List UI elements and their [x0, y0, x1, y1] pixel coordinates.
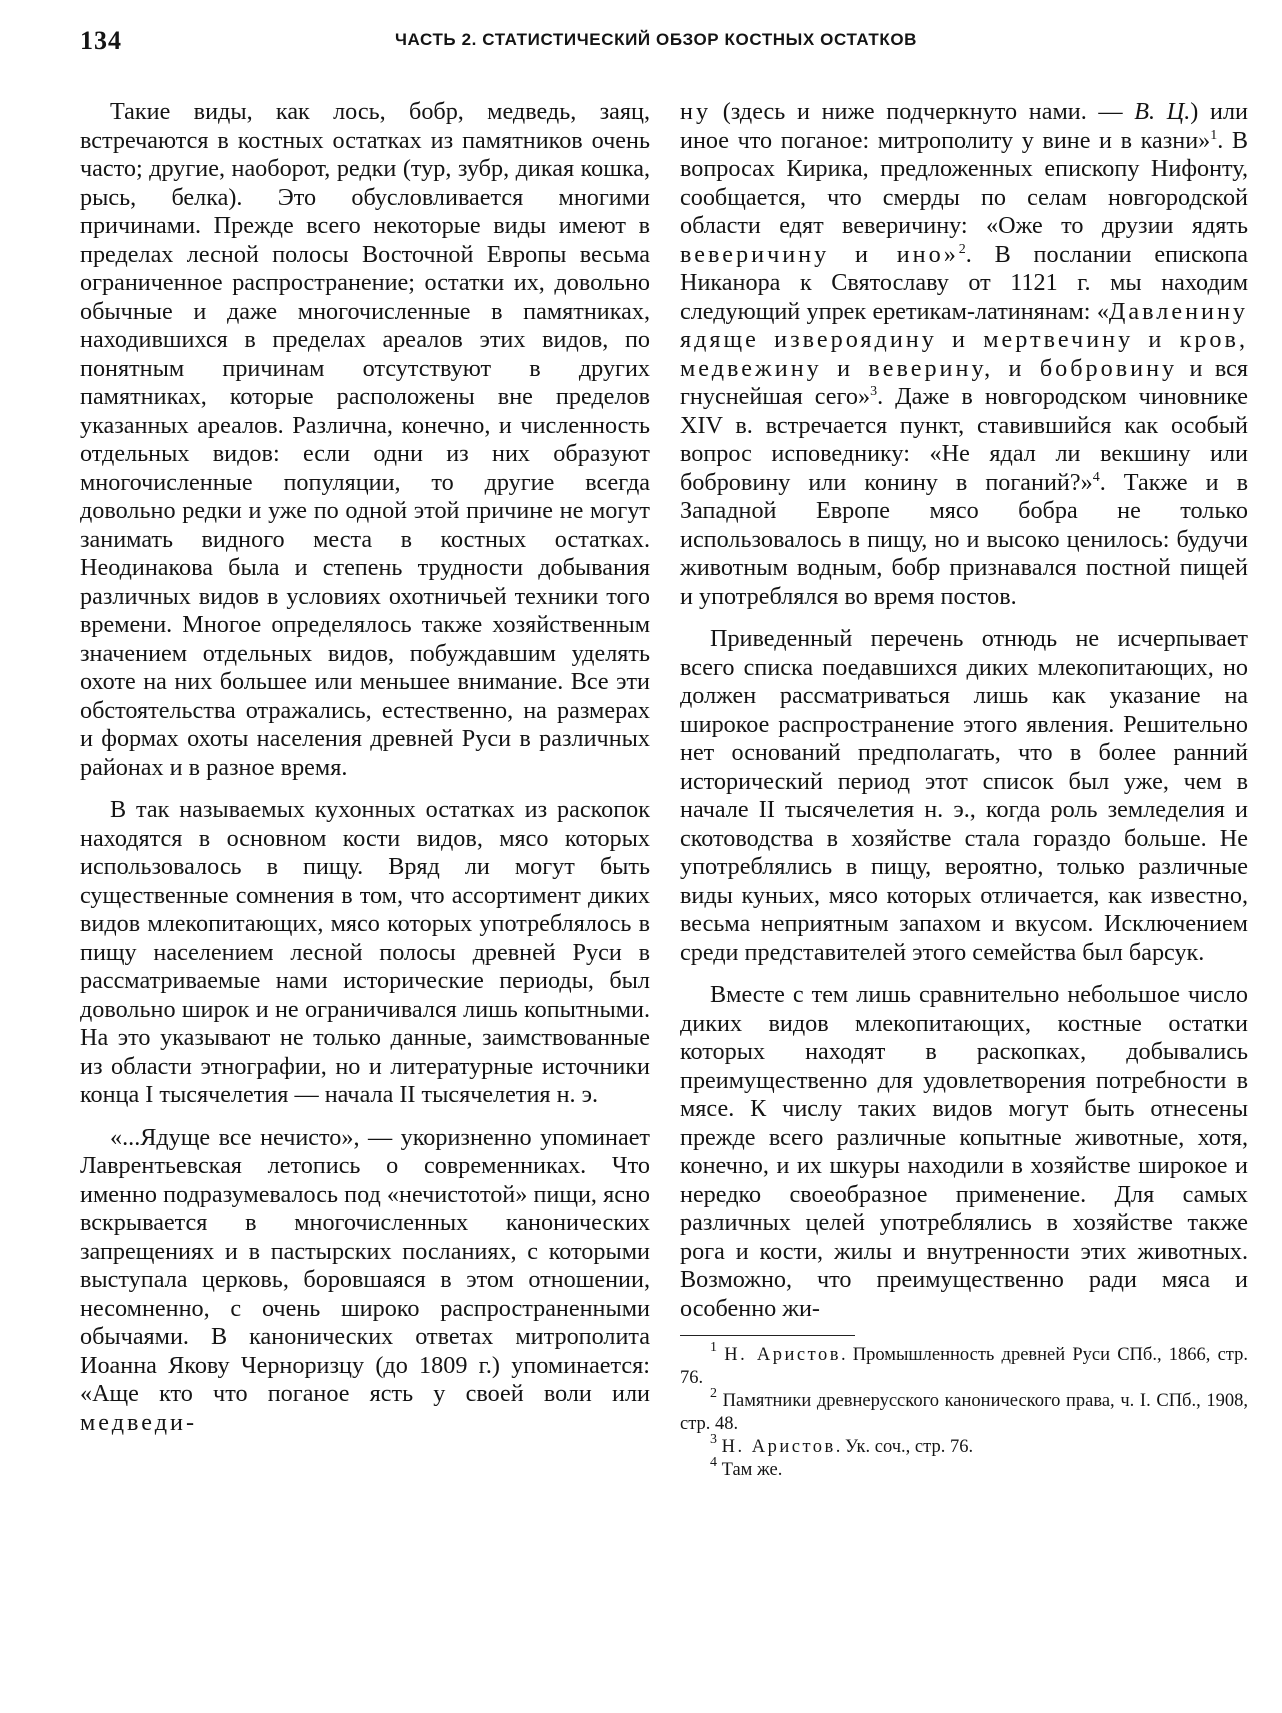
- footnote-number: 3: [710, 1432, 717, 1447]
- footnote-4: [680, 1455, 1248, 1482]
- right-column: [680, 98, 1248, 1482]
- paragraph-3-continued: [680, 98, 1248, 611]
- footnote-number: 2: [710, 1386, 717, 1401]
- footnote-author: Н. Аристов: [724, 1345, 841, 1365]
- footnote-author: Н. Аристов: [721, 1437, 836, 1457]
- paragraph-text: . В вопросах Кирика, предложенных епископу Нифонту, сообщается, что смерды по селам новгородской области едят веверичину: «Оже то друзии ядять: [680, 126, 1248, 239]
- spaced-emphasis: медведи-: [80, 1408, 198, 1436]
- footnote-divider: [680, 1335, 855, 1336]
- spaced-emphasis: веверичину и ино»: [680, 240, 959, 268]
- paragraph-3: [80, 1124, 650, 1438]
- footnote-ref-1[interactable]: 1: [1210, 127, 1218, 143]
- footnote-ref-3[interactable]: 3: [870, 384, 878, 399]
- paragraph-1: Такие виды, как лось, бобр, медведь, заяц, встречаются в костных остатках из памятников очень часто; другие, наоборот, редки (тур, зубр, дикая кошка, рысь, белка). Это обусловливается многими причинами. Прежде всего некоторые виды имеют в пределах лесной полосы Восточной Европы весьма ограниченное распространение; остатки их, довольно обычные и даже многочисленные в памятниках, находившихся в пределах ареалов этих видов, по понятным причинам отсутствуют в других памятниках, которые расположены вне пределов указанных ареалов. Различна, конечно, и численность отдельных видов: если одни из них образуют многочисленные популяции, то другие всегда довольно редки и уже по одной этой причине не могут занимать видного места в костных остатках. Неодинакова была и степень трудности добывания различных видов в условиях охотничьей техники того времени. Многое определялось также хозяйственным значением отдельных видов, побуждавшим уделять охоте на них большее или меньшее внимание. Все эти обстоятельства отражались, естественно, на размерах и формах охоты населения древней Руси в различных районах и в разное время.: [80, 98, 650, 781]
- editor-initials: В. Ц.: [1134, 98, 1191, 125]
- footnote-1: [680, 1340, 1248, 1390]
- footnote-number: 1: [710, 1340, 717, 1355]
- paragraph-text: ) или иное что поганое: митрополиту у вине и в казни»: [680, 98, 1248, 154]
- paragraph-text: (здесь и ниже подчеркнуто нами. —: [711, 98, 1135, 125]
- footnote-2: [680, 1386, 1248, 1436]
- spaced-emphasis: Давленину ядяще извероядину и мертвечину и кров, медвежину и веверину, и бобровину: [680, 297, 1248, 382]
- footnote-text: . Ук. соч., стр. 76.: [835, 1437, 974, 1457]
- paragraph-4: Приведенный перечень отнюдь не исчерпывает всего списка поедавшихся диких млекопитающих, но должен рассматриваться лишь как указание на широкое распространение этого явления. Решительно нет оснований предполагать, что в более ранний исторический период этот список был уже, чем в начале II тысячелетия н. э., когда роль земледелия и скотоводства в хозяйстве стала гораздо больше. Не употреблялись в пищу, вероятно, только различные виды куньих, мясо которых отличается, как известно, весьма неприятным запахом и вкусом. Исключением среди представителей этого семейства был барсук.: [680, 625, 1248, 966]
- footnote-3: [680, 1432, 1248, 1459]
- paragraph-text: . Даже в новгородском чиновнике XIV в. встречается пункт, ставившийся как особый вопрос исповеднику: «Не ядал ли векшину или бобровину или конину в поганий?»: [680, 383, 1248, 496]
- footnote-text: . Промышленность древней Руси СПб., 1866, стр. 76.: [680, 1345, 1248, 1388]
- footnote-text: Там же.: [721, 1460, 783, 1480]
- footnote-number: 4: [710, 1455, 717, 1470]
- paragraph-2: В так называемых кухонных остатках из раскопок находятся в основном кости видов, мясо которых использовалось в пищу. Вряд ли могут быть существенные сомнения в том, что ассортимент диких видов млекопитающих, мясо которых употреблялось в пищу населением лесной полосы древней Руси в рассматриваемые нами исторические периоды, был довольно широк и не ограничивался лишь копытными. На это указывают не только данные, заимствованные из области этнографии, но и литературные источники конца I тысячелетия — начала II тысячелетия н. э.: [80, 796, 650, 1108]
- paragraph-text: и вся гнуснейшая сего»: [680, 354, 1248, 410]
- running-head: ЧАСТЬ 2. СТАТИСТИЧЕСКИЙ ОБЗОР КОСТНЫХ ОСТАТКОВ: [395, 30, 918, 49]
- footnote-ref-2[interactable]: 2: [958, 241, 966, 257]
- paragraph-3-text: «...Ядуще все нечисто», — укоризненно упоминает Лаврентьевская летопись о современниках. Что именно подразумевалось под «нечистотой» пищи, ясно вскрывается в многочисленных канонических запрещениях и в пастырских посланиях, с которыми выступала церковь, боровшаяся в этом отношении, несомненно, с очень широко распространенными обычаями. В канонических ответах митрополита Иоанна Якову Черноризцу (до 1809 г.) упоминается: «Аще кто что поганое ясть у своей воли или: [80, 1123, 650, 1407]
- paragraph-text: . Также и в Западной Европе мясо бобра не только использовалось в пищу, но и высоко ценилось: будучи животным водным, бобр признавался постной пищей и употреблялся во время постов.: [680, 468, 1248, 610]
- footnote-text: Памятники древнерусского канонического права, ч. I. СПб., 1908, стр. 48.: [680, 1391, 1248, 1434]
- spaced-emphasis: ну: [680, 98, 712, 125]
- left-column: [80, 98, 650, 1437]
- paragraph-5: Вместе с тем лишь сравнительно небольшое число диких видов млекопитающих, костные остатки которых находят в раскопках, добывались преимущественно для удовлетворения потребности в мясе. К числу таких видов могут быть отнесены прежде всего различные копытные животные, хотя, конечно, и их шкуры находили в хозяйстве широкое и нередко своеобразное применение. Для самых различных целей употреблялись в хозяйстве также рога и кости, жилы и внутренности этих животных. Возможно, что преимущественно ради мяса и особенно жи-: [680, 981, 1248, 1322]
- footnotes: [680, 1340, 1248, 1482]
- page-number: 134: [80, 26, 122, 55]
- paragraph-text: . В послании епископа Никанора к Святославу от 1121 г. мы находим следующий упрек еретикам-латинянам: «: [680, 240, 1248, 325]
- footnote-ref-4[interactable]: 4: [1092, 469, 1100, 485]
